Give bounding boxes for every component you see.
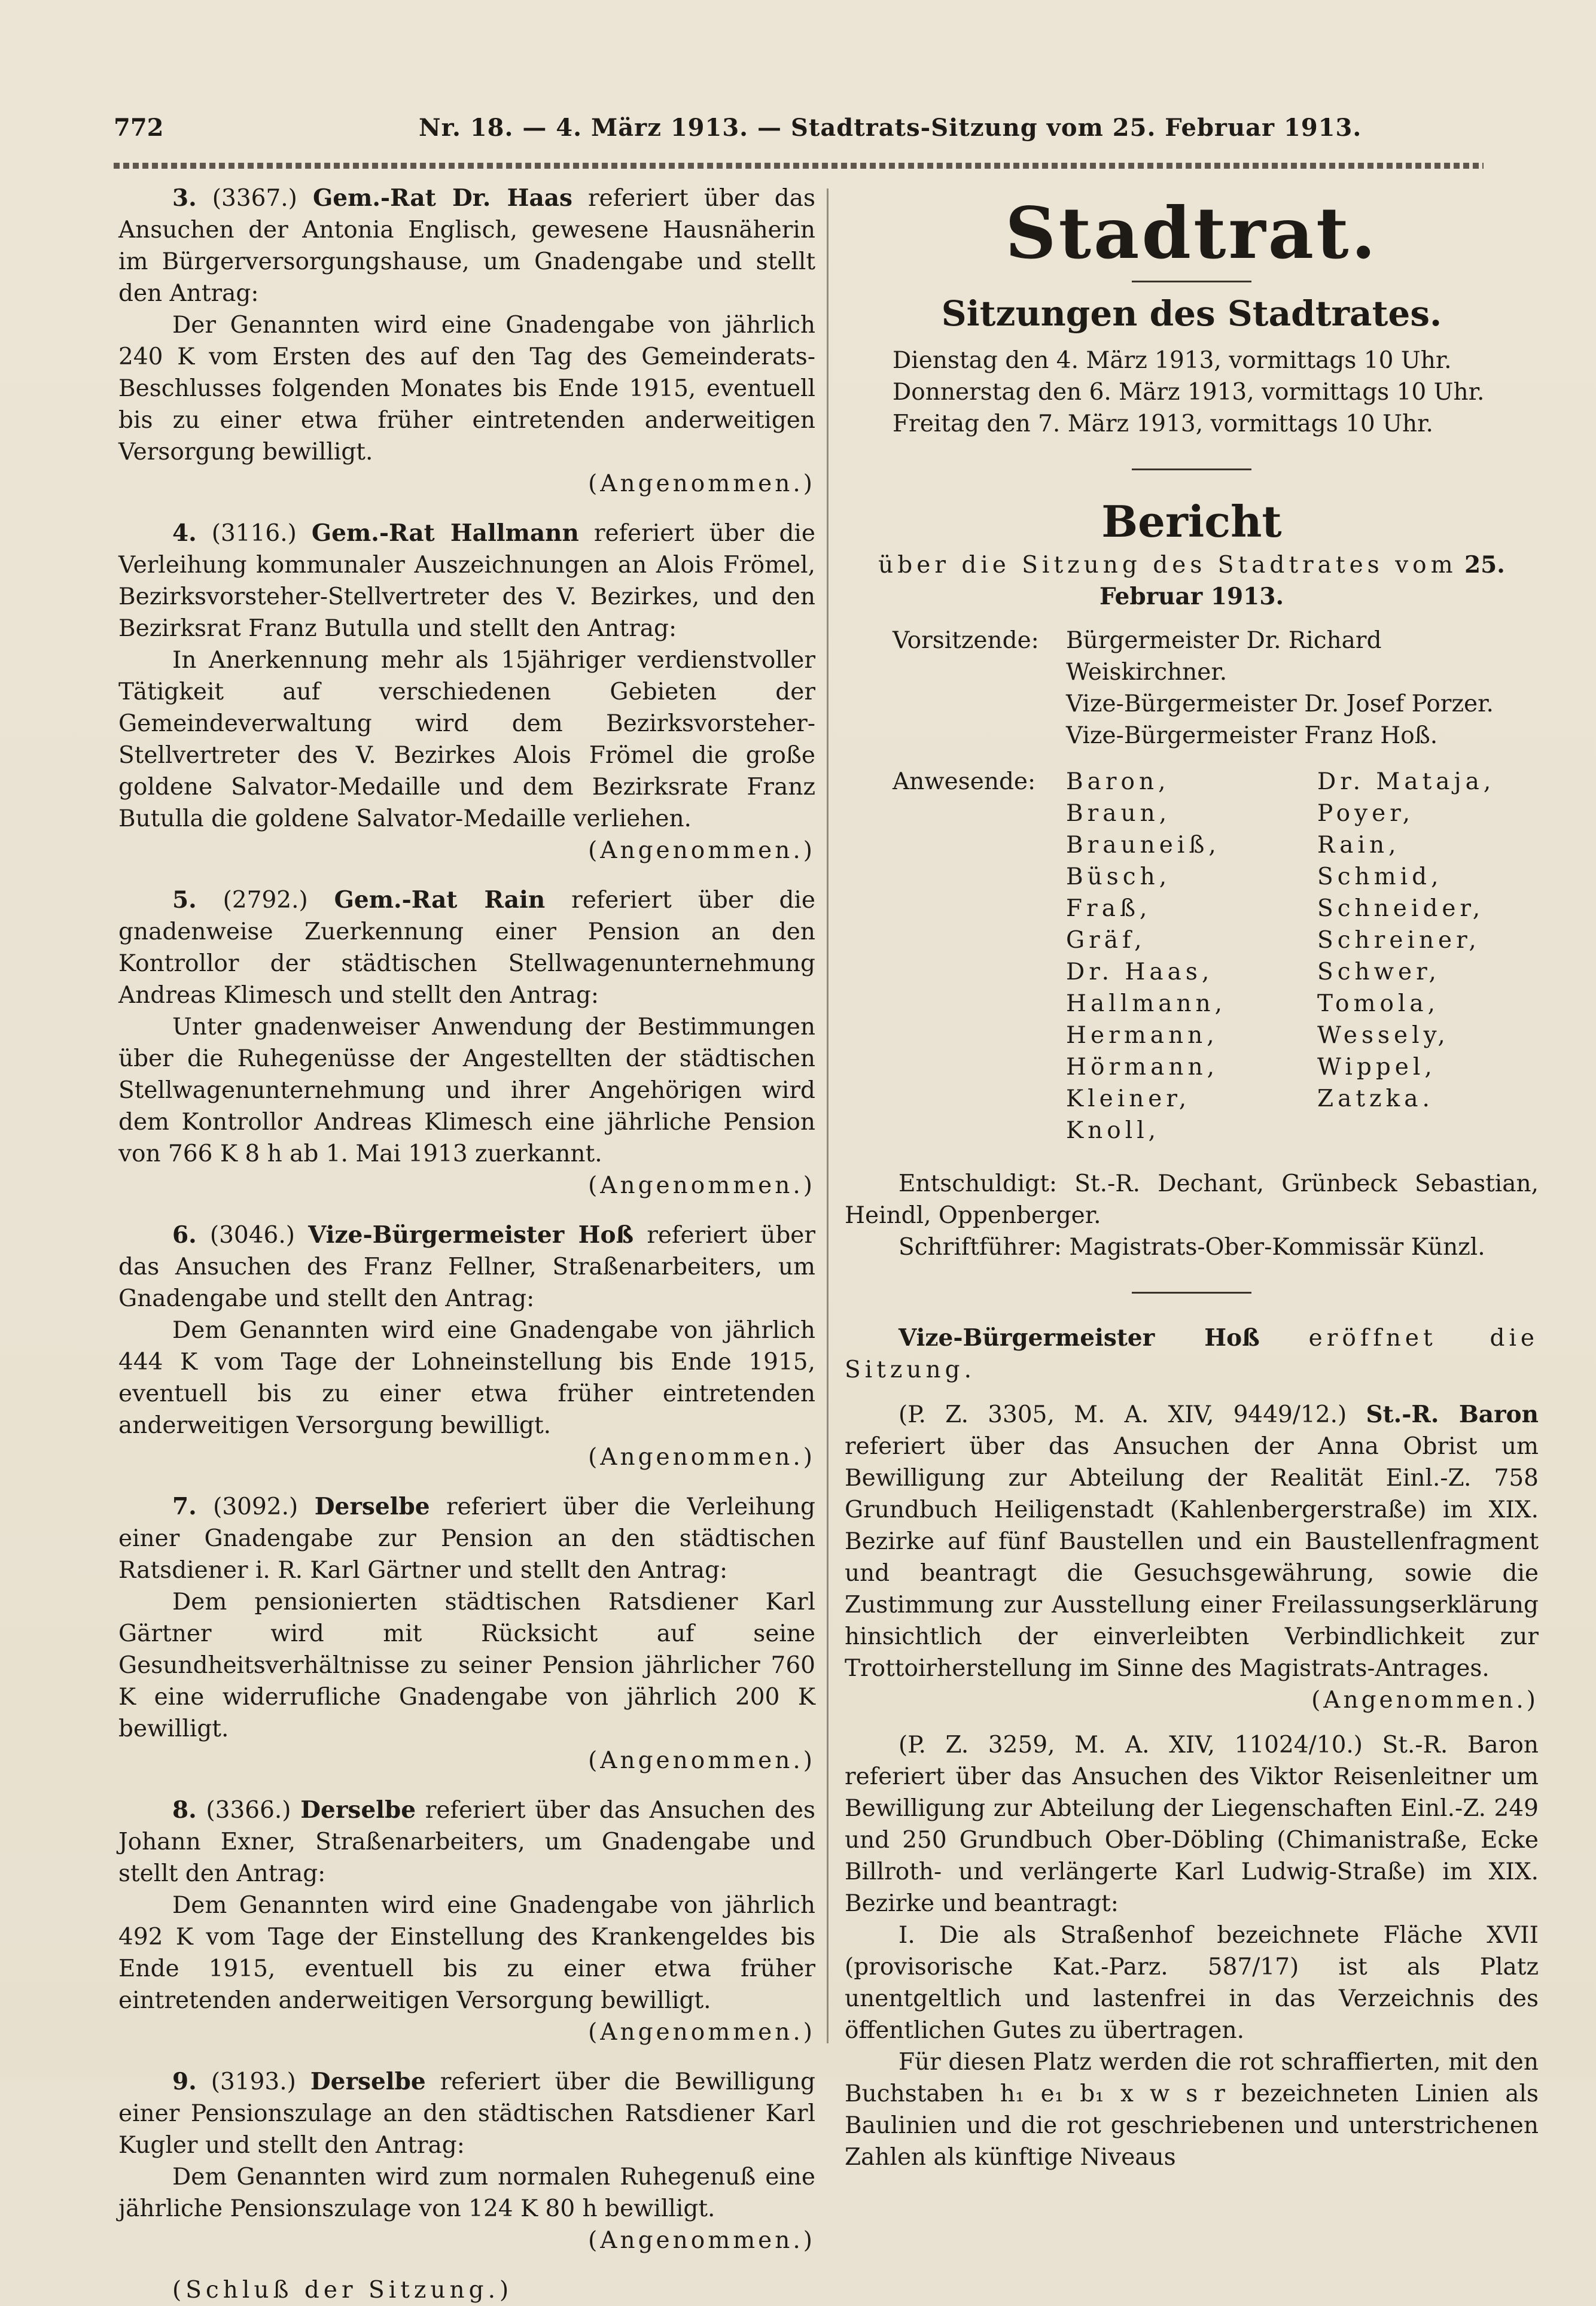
section-title: Stadtrat.: [1005, 191, 1378, 275]
section-rule: [1132, 468, 1251, 470]
item-intro: 8. (3366.) Derselbe referiert über das Ansuchen des Johann Exner, Straßenarbeiters, um Gnadengabe und stellt den Antrag:: [118, 1796, 815, 1887]
case-1-result: (Angenommen.): [1311, 1687, 1539, 1714]
page-number: 772: [114, 114, 164, 142]
item-result: (Angenommen.): [588, 2227, 815, 2254]
attendees: [845, 766, 1539, 1146]
item-intro: 6. (3046.) Vize-Bürgermeister Hoß referiert über das Ansuchen des Franz Fellner, Straßenarbeiters, um Gnadengabe und stellt den Antrag:: [118, 1221, 816, 1312]
item-result: (Angenommen.): [588, 1444, 815, 1471]
item-result: (Angenommen.): [588, 1172, 815, 1199]
attendee: Schmid,: [1317, 863, 1443, 890]
item-motion: Unter gnadenweiser Anwendung der Bestimmungen über die Ruhegenüsse der Angestellten der städtischen Stellwagenunternehmung und ihrer Angehörigen wird dem Kontrollor Andreas Klimesch eine jährliche Pension von 766 K 8 h ab 1. Mai 1913 zuerkannt.: [118, 1014, 815, 1167]
page-header: [114, 114, 1490, 150]
agenda-item-8: [118, 1794, 815, 2048]
attendees-col-2: [1317, 766, 1495, 1146]
item-motion: Dem Genannten wird zum normalen Ruhegenuß eine jährliche Pensionszulage von 124 K 80 h bewilligt.: [118, 2164, 815, 2222]
attendee: Kleiner,: [1066, 1085, 1191, 1112]
title-rule: [1132, 281, 1251, 282]
excused-list: Entschuldigt: St.-R. Dechant, Grünbeck Sebastian, Heindl, Oppenberger.: [845, 1170, 1539, 1229]
item-result: (Angenommen.): [588, 2019, 815, 2046]
item-intro: 9. (3193.) Derselbe referiert über die Bewilligung einer Pensionszulage an den städtischen Ratsdiener Karl Kugler und stellt den Antrag:: [118, 2068, 815, 2159]
attendee: Brauneiß,: [1066, 832, 1220, 859]
left-column: [118, 182, 815, 2306]
attendee: Schwer,: [1317, 959, 1440, 985]
attendee: Dr. Haas,: [1066, 959, 1214, 985]
attendee: Dr. Mataja,: [1317, 768, 1496, 795]
item-motion: Dem pensionierten städtischen Ratsdiener Karl Gärtner wird mit Rücksicht auf seine Gesundheitsverhältnisse zu seiner Pension jährlicher 760 K eine widerrufliche Gnadengabe von jährlich 200 K bewilligt.: [118, 1589, 815, 1742]
attendee: Gräf,: [1066, 927, 1146, 954]
attendee: Hörmann,: [1066, 1054, 1219, 1081]
attendee: Braun,: [1066, 800, 1171, 827]
attendee: Schneider,: [1317, 895, 1485, 922]
case-2: (P. Z. 3259, M. A. XIV, 11024/10.) St.-R. Baron referiert über das Ansuchen des Viktor Reisenleitner um Bewilligung zur Abteilung der Liegenschaften Einl.-Z. 249 und 250 Grundbuch Ober-Döbling (Chimanistraße, Ecke Billroth- und verlängerte Karl Ludwig-Straße) im XIX. Bezirke und beantragt:: [845, 1732, 1539, 1917]
session-line: Donnerstag den 6. März 1913, vormittags 10 Uhr.: [893, 379, 1485, 406]
chair-entry: Vize-Bürgermeister Dr. Josef Porzer.: [1066, 690, 1494, 717]
column-divider: [827, 188, 829, 2043]
agenda-item-3: [118, 182, 815, 500]
chair-label: Vorsitzende:: [893, 627, 1039, 654]
opening-line: Vize-Bürgermeister Hoß eröffnet die Sitzung.: [845, 1324, 1539, 1383]
item-result: (Angenommen.): [588, 1747, 815, 1774]
attendee: Zatzka.: [1317, 1085, 1434, 1112]
item-result: (Angenommen.): [588, 470, 815, 497]
case-1: (P. Z. 3305, M. A. XIV, 9449/12.) St.-R. Baron referiert über das Ansuchen der Anna Obrist um Bewilligung zur Abteilung der Realität Einl.-Z. 758 Grundbuch Heiligenstadt (Kahlenbergerstraße) im XIX. Bezirke auf fünf Baustellen und ein Baustellenfragment und beantragt die Gesuchsgewährung, sowie die Zustimmung zur Ausstellung einer Freilassungserklärung hinsichtlich der einverleibten Verbindlichkeit zur Trottoirherstellung im Sinne des Magistrats-Antrages.: [845, 1401, 1539, 1682]
agenda-item-6: [118, 1219, 815, 1473]
attendee: Rain,: [1317, 832, 1400, 859]
agenda-item-9: [118, 2066, 815, 2256]
agenda-item-4: [118, 518, 815, 866]
item-intro: 7. (3092.) Derselbe referiert über die Verleihung einer Gnadengabe zur Pension an den städtischen Ratsdiener i. R. Karl Gärtner und stellt den Antrag:: [118, 1493, 815, 1584]
item-intro: 3. (3367.) Gem.-Rat Dr. Haas referiert über das Ansuchen der Antonia Englisch, gewesene Hausnäherin im Bürgerversorgungshause, um Gnadengabe und stellt den Antrag:: [118, 184, 815, 307]
sessions-heading: Sitzungen des Stadtrates.: [941, 293, 1442, 334]
section-rule: [1132, 1292, 1251, 1294]
report-subheading: über die Sitzung des Stadtrates vom 25. Februar 1913.: [878, 551, 1505, 610]
report-heading: Bericht: [1101, 496, 1282, 547]
chair-entry: Vize-Bürgermeister Franz Hoß.: [1066, 722, 1438, 749]
attendee: Tomola,: [1317, 990, 1440, 1017]
sessions-list: [845, 345, 1539, 440]
attendee: Büsch,: [1066, 863, 1171, 890]
attendee: Hallmann,: [1066, 990, 1227, 1017]
agenda-item-7: [118, 1491, 815, 1776]
session-line: Dienstag den 4. März 1913, vormittags 10 Uhr.: [893, 347, 1452, 374]
attendee: Schreiner,: [1317, 927, 1481, 954]
item-motion: Dem Genannten wird eine Gnadengabe von jährlich 444 K vom Tage der Lohneinstellung bis Ende 1915, eventuell bis zu einer etwa früher eintretenden anderweitigen Versorgung bewilligt.: [118, 1317, 815, 1439]
item-intro: 5. (2792.) Gem.-Rat Rain referiert über die gnadenweise Zuerkennung einer Pension an den Kontrollor der städtischen Stellwagenunternehmung Andreas Klimesch und stellt den Antrag:: [118, 886, 815, 1009]
chair-entry: Bürgermeister Dr. Richard Weiskirchner.: [1066, 627, 1382, 686]
attendees-col-1: [1066, 766, 1317, 1146]
case-2-point-1: I. Die als Straßenhof bezeichnete Fläche XVII (provisorische Kat.-Parz. 587/17) ist als Platz unentgeltlich und lastenfrei in das Verzeichnis des öffentlichen Gutes zu übertragen.: [845, 1922, 1539, 2044]
header-rule: [114, 163, 1484, 169]
present-label: Anwesende:: [893, 768, 1036, 795]
attendee: Poyer,: [1317, 800, 1415, 827]
attendee: Hermann,: [1066, 1022, 1219, 1049]
item-motion: Dem Genannten wird eine Gnadengabe von jährlich 492 K vom Tage der Einstellung des Krankengeldes bis Ende 1915, eventuell bis zu einer etwa früher eintretenden anderweitigen Versorgung bewilligt.: [118, 1892, 815, 2014]
agenda-item-5: [118, 884, 815, 1201]
running-title: Nr. 18. — 4. März 1913. — Stadtrats-Sitzung vom 25. Februar 1913.: [419, 114, 1362, 142]
attendee: Fraß,: [1066, 895, 1152, 922]
item-motion: In Anerkennung mehr als 15jähriger verdienstvoller Tätigkeit auf verschiedenen Gebieten der Gemeindeverwaltung wird dem Bezirksvorsteher-Stellvertreter des V. Bezirkes Alois Frömel die große goldene Salvator-Medaille und dem Bezirksrate Franz Butulla die goldene Salvator-Medaille verliehen.: [118, 647, 815, 832]
attendee: Wippel,: [1317, 1054, 1436, 1081]
attendee: Wessely,: [1317, 1022, 1449, 1049]
right-column: [845, 182, 1539, 2173]
attendee: Knoll,: [1066, 1117, 1161, 1144]
session-closing: (Schluß der Sitzung.): [172, 2277, 513, 2304]
item-motion: Der Genannten wird eine Gnadengabe von jährlich 240 K vom Ersten des auf den Tag des Gemeinderats-Beschlusses folgenden Monates bis Ende 1915, eventuell bis zu einer etwa früher eintretenden anderweitigen Versorgung bewilligt.: [118, 312, 815, 466]
session-line: Freitag den 7. März 1913, vormittags 10 Uhr.: [893, 410, 1433, 437]
item-intro: 4. (3116.) Gem.-Rat Hallmann referiert über die Verleihung kommunaler Auszeichnungen an Alois Frömel, Bezirksvorsteher-Stellvertreter des V. Bezirkes, und den Bezirksrat Franz Butulla und stellt den Antrag:: [118, 519, 815, 642]
item-result: (Angenommen.): [588, 837, 815, 864]
case-2-point-2: Für diesen Platz werden die rot schraffierten, mit den Buchstaben h₁ e₁ b₁ x w s r bezeichneten Linien als Baulinien und die rot geschriebenen und unterstrichenen Zahlen als künftige Niveaus: [845, 2049, 1539, 2171]
attendee: Baron,: [1066, 768, 1170, 795]
secretary: Schriftführer: Magistrats-Ober-Kommissär Künzl.: [898, 1234, 1485, 1261]
chairpersons: [845, 625, 1539, 752]
